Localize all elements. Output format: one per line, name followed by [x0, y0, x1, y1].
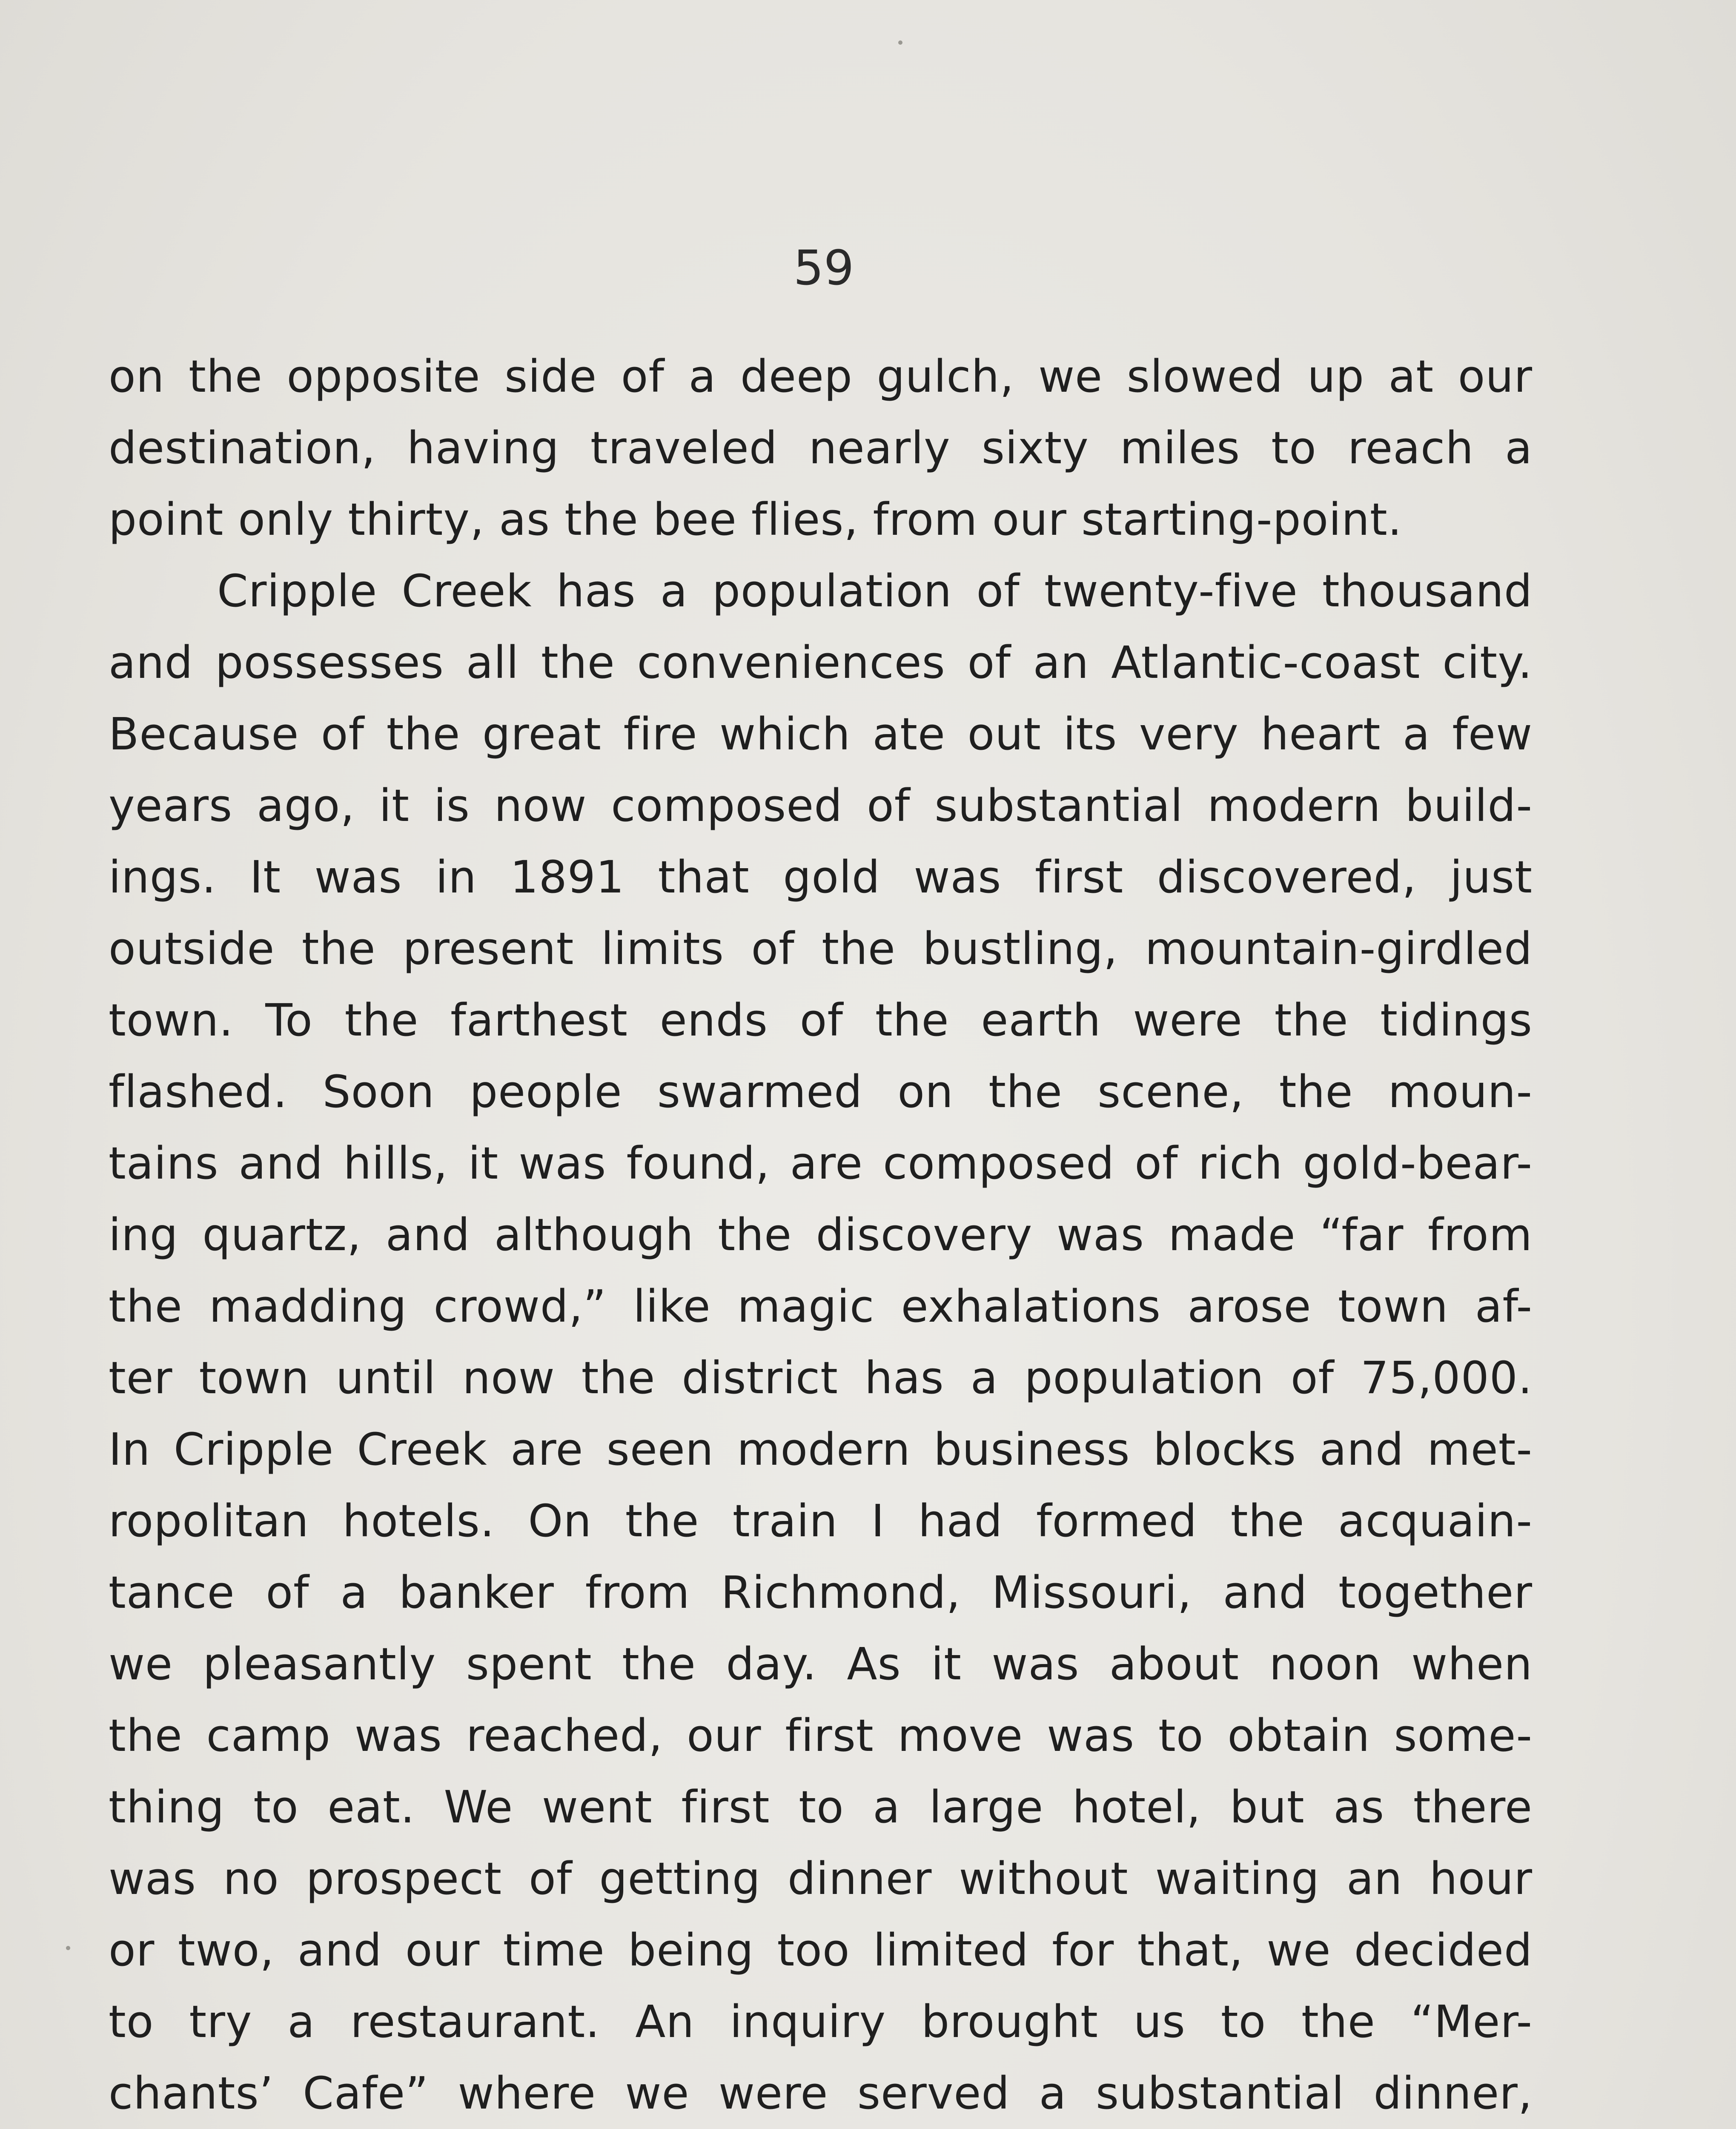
paper-speck [898, 40, 902, 45]
text-line: town. To the farthest ends of the earth were the tidings [109, 994, 1533, 1046]
text-line: Because of the great fire which ate out its very heart a few [109, 708, 1533, 760]
text-line: In Cripple Creek are seen modern business blocks and met- [109, 1423, 1533, 1475]
text-line: ing quartz, and although the discovery was made “far from [109, 1209, 1533, 1261]
text-line: on the opposite side of a deep gulch, we slowed up at our [109, 350, 1533, 402]
text-line: we pleasantly spent the day. As it was about noon when [109, 1638, 1533, 1690]
text-line: tains and hills, it was found, are composed of rich gold-bear- [109, 1137, 1533, 1189]
text-line: Cripple Creek has a population of twenty-five thousand [217, 565, 1533, 617]
text-line: tance of a banker from Richmond, Missouri, and together [109, 1567, 1533, 1618]
text-line: destination, having traveled nearly sixty miles to reach a [109, 422, 1533, 474]
text-line: flashed. Soon people swarmed on the scene, the moun- [109, 1066, 1533, 1118]
text-line: ter town until now the district has a population of 75,000. [109, 1352, 1533, 1404]
text-line: was no prospect of getting dinner without waiting an hour [109, 1853, 1533, 1905]
text-line: outside the present limits of the bustling, mountain-girdled [109, 923, 1533, 975]
text-line: ings. It was in 1891 that gold was first discovered, just [109, 851, 1533, 903]
text-line: the madding crowd,” like magic exhalations arose town af- [109, 1280, 1533, 1332]
text-line: thing to eat. We went first to a large hotel, but as there [109, 1781, 1533, 1833]
text-line: point only thirty, as the bee flies, from our starting-point. [109, 494, 1402, 545]
page-number: 59 [793, 241, 854, 296]
text-line: chants’ Cafe” where we were served a substantial dinner, [109, 2067, 1533, 2119]
paper-speck [66, 1946, 70, 1950]
body-text [109, 341, 1533, 2129]
paragraph-2 [109, 555, 1533, 2129]
text-line: to try a restaurant. An inquiry brought us to the “Mer- [109, 1996, 1533, 2048]
text-line: or two, and our time being too limited for that, we decided [109, 1924, 1533, 1976]
text-line: ropolitan hotels. On the train I had formed the acquain- [109, 1495, 1533, 1547]
text-line: years ago, it is now composed of substantial modern build- [109, 780, 1533, 832]
text-line: the camp was reached, our first move was to obtain some- [109, 1710, 1533, 1762]
text-line: and possesses all the conveniences of an Atlantic-coast city. [109, 637, 1533, 689]
paragraph-1 [109, 341, 1533, 555]
